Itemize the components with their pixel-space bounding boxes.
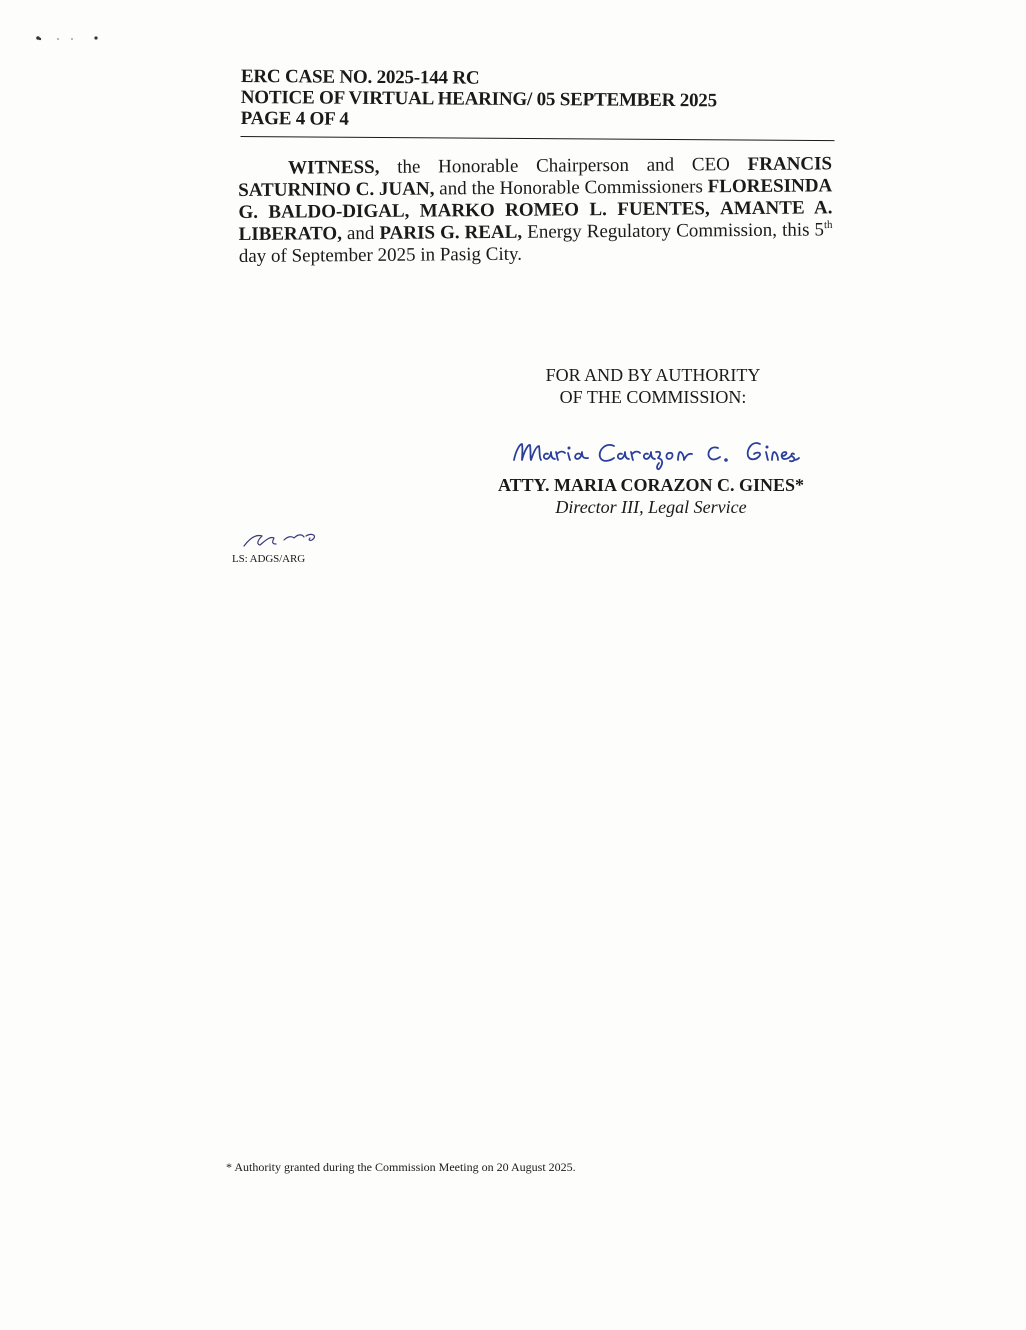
notice-title: NOTICE OF VIRTUAL HEARING/ 05 SEPTEMBER 2025 [240, 86, 718, 112]
signatory-name: ATTY. MARIA CORAZON C. GINES* [497, 475, 805, 495]
commissioner-name-3: AMANTE A. LIBERATO, [238, 197, 833, 245]
witness-text-1: the Honorable Chairperson and CEO [379, 153, 748, 178]
commissioner-name-2: MARKO ROMEO L. FUENTES, [419, 198, 710, 222]
witness-text-4 [710, 198, 721, 219]
footnote: * Authority granted during the Commission Meeting on 20 August 2025. [226, 1160, 576, 1174]
witness-text-6: Energy Regulatory Commission, this 5 [522, 219, 825, 243]
case-number: ERC CASE NO. 2025-144 RC [240, 66, 480, 89]
ordinal-suffix: th [823, 219, 833, 232]
signatory-title: Director III, Legal Service [555, 497, 747, 517]
document-header [241, 66, 837, 133]
page-indicator: PAGE 4 OF 4 [240, 107, 349, 130]
initials-handwritten-mark [240, 528, 320, 550]
authority-line-1: FOR AND BY AUTHORITY [545, 365, 761, 385]
witness-text-5: and [341, 222, 380, 245]
handwritten-signature [510, 430, 800, 474]
witness-text-2: and the Honorable Commissioners [434, 176, 708, 200]
reference-initials: LS: ADGS/ARG [232, 553, 306, 565]
chairperson-name: FRANCIS SATURNINO C. JUAN, [238, 153, 833, 201]
authority-line-2: OF THE COMMISSION: [559, 387, 747, 407]
witness-keyword: WITNESS, [287, 156, 380, 179]
header-divider [241, 136, 835, 141]
commissioner-name-1: FLORESINDA G. BALDO-DIGAL, [238, 175, 833, 223]
authority-block [470, 364, 836, 408]
witness-text-7: day of September 2025 in Pasig City. [238, 243, 523, 267]
scan-artifact-dots [34, 34, 104, 42]
witness-text-3 [409, 201, 420, 222]
witness-paragraph [238, 153, 833, 268]
commissioner-name-4: PARIS G. REAL, [379, 221, 523, 244]
